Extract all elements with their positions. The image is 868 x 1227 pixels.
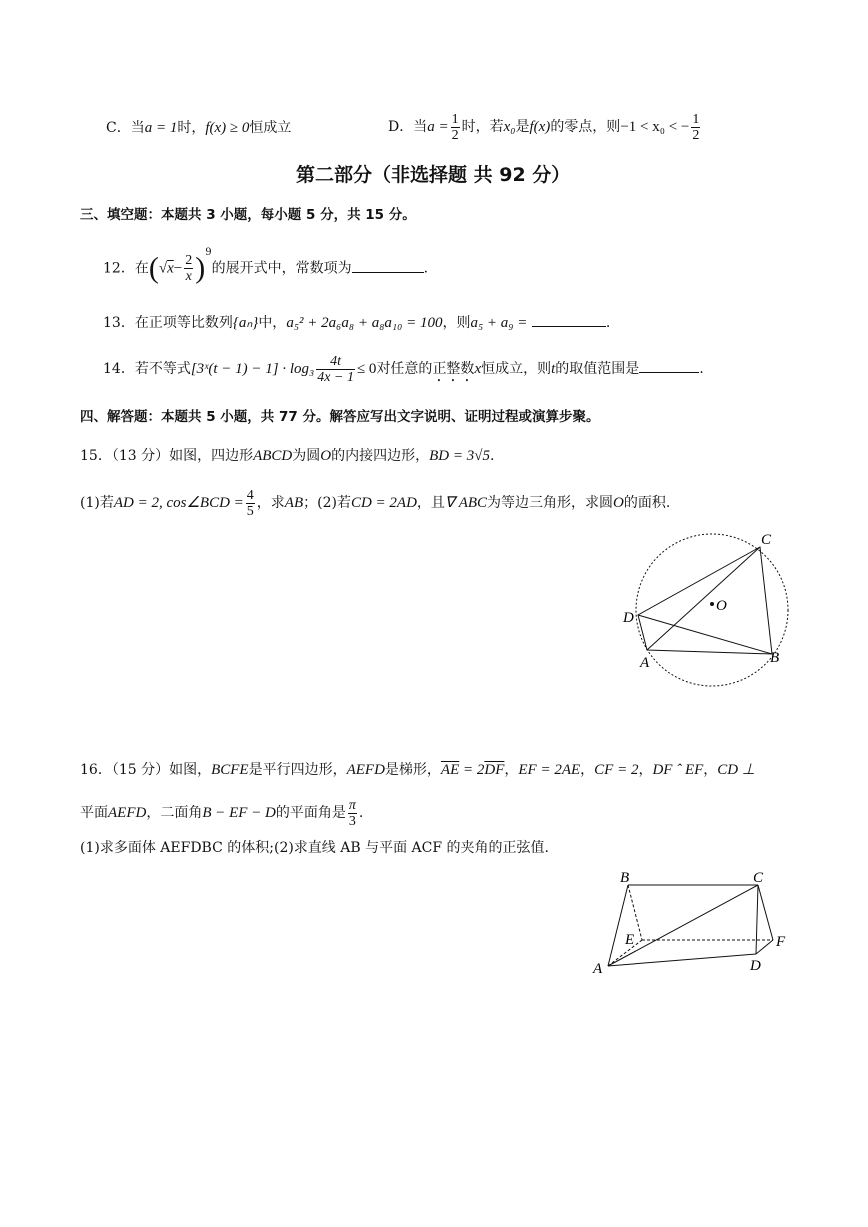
label-o: O [716,598,727,614]
edge-ac [608,885,758,966]
label-c: C [753,870,764,886]
q16-line3: (1)求多面体 AEFDBC 的体积;(2)求直线 AB 与平面 ACF 的夹角的正弦值. [80,840,549,856]
q15-line1: 15．（13 分）如图，四边形ABCD为圆O的内接四边形，BD = 3√5. [80,448,495,464]
center-point [710,602,714,606]
edge-cf [758,885,773,940]
quad-abcd [638,547,772,654]
q12: 12．在(√x− $\frac{2}{x}$ )$^9$的展开式中，常数项为 . [103,247,429,285]
q15-line2: (1)若AD = 2, cos∠BCD = $\frac{4}{5}$ ，求AB；(2)若CD = 2AD，且∇ ABC为等边三角形，求圆O的面积. [80,487,671,519]
q11-option-d: D．当a = $\frac{1}{2}$ 时，若x₀是f(x)的零点，则−1 < x₀ < − $\frac{1}{2}$ [388,111,700,143]
label-c: C [761,532,772,548]
label-b: B [620,870,630,886]
q11-option-c: C．当a = 1时，f(x) ≥ 0恒成立 [106,120,292,136]
label-d: D [750,958,761,974]
q16-line1: 16．（15 分）如图，BCFE是平行四边形，AEFD是梯形，$\overline{AE} = 2\overline{DF}$，EF = 2AE，CF = 2，DF ˆ EF，CD ⊥ [80,762,755,778]
q16-polyhedron-figure [590,868,800,980]
edge-df [756,940,773,954]
q12-answer-blank [352,258,424,273]
fraction-half-2: $\frac{1}{2}$ [692,111,700,143]
circle-o [636,534,788,686]
edge-ad [608,954,756,966]
label-e: E [625,932,635,948]
label-f: F [776,934,786,950]
q15-circle-figure [620,520,800,690]
section4-heading: 四、解答题：本题共 5 小题，共 77 分。解答应写出文字说明、证明过程或演算步聚。 [80,409,600,425]
diagonal-bd [638,615,772,654]
label-b: B [770,650,780,666]
section3-heading: 三、填空题：本题共 3 小题，每小题 5 分，共 15 分。 [80,207,416,223]
part-two-title: 第二部分（非选择题 共 92 分） [296,164,571,186]
edge-ba [608,885,628,966]
q16-line2: 平面AEFD，二面角B − EF − D的平面角是 $\frac{\pi}{3}$ . [80,797,364,829]
fraction-half: $\frac{1}{2}$ [451,111,459,143]
q14-answer-blank [639,358,699,373]
edge-cd [756,885,758,954]
label-a: A [593,961,603,977]
q13: 13．在正项等比数列{aₙ}中，a₅² + 2a₆a₈ + a₈a₁₀ = 100，则a₅ + a₉ = . [103,312,610,333]
label-a: A [640,655,650,671]
label-d: D [623,610,634,626]
q14: 14．若不等式[3ˣ(t − 1) − 1] · log₃ $\frac{4t}{4x - 1}$ ≤ 0对任意的正整数x恒成立，则t的取值范围是 . [103,353,704,385]
q13-answer-blank [532,312,606,327]
